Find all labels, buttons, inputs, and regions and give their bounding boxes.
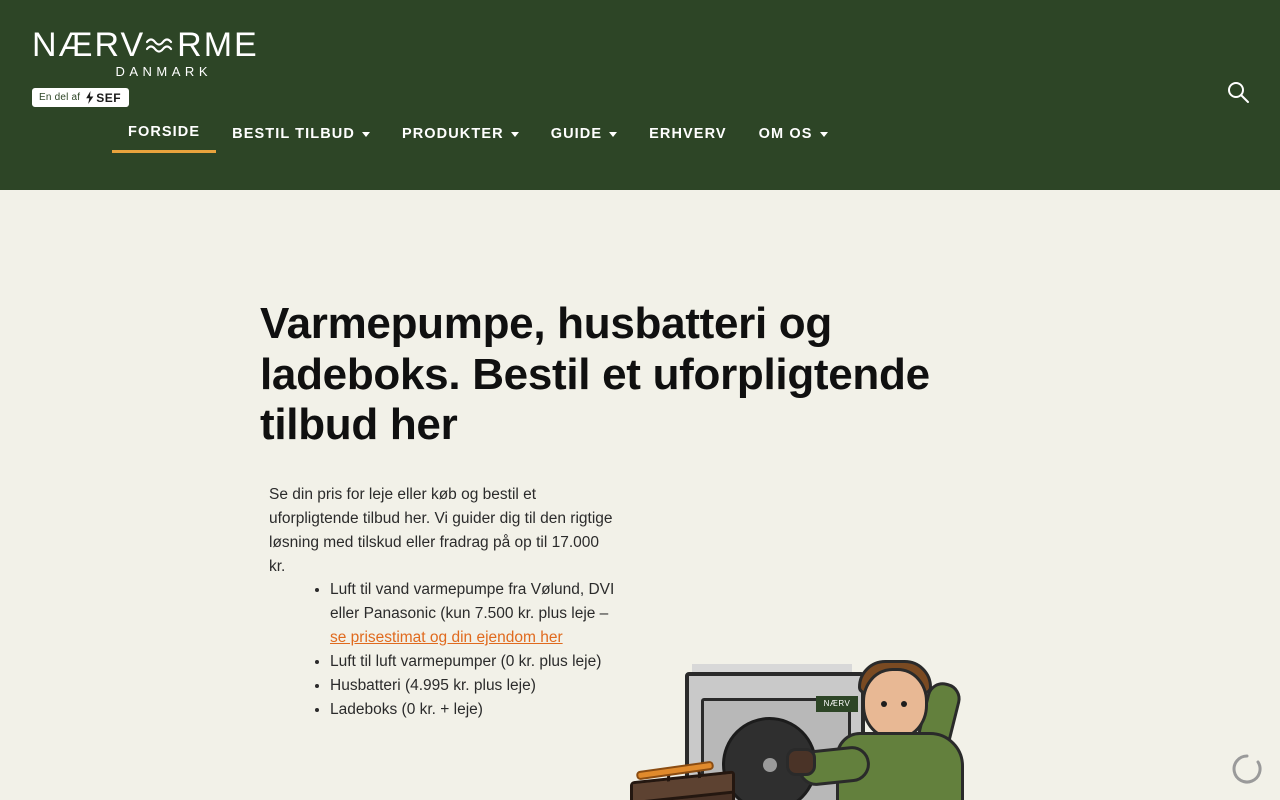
list-item-text: Ladeboks (0 kr. + leje) <box>330 701 483 718</box>
logo-wordmark <box>32 28 292 62</box>
technician-eye-right <box>901 701 907 707</box>
product-list <box>300 578 620 722</box>
nav-item-label: OM OS <box>758 125 813 142</box>
list-item-text: Luft til vand varmepumpe fra Vølund, DVI eller Panasonic (kun 7.500 kr. plus leje – <box>330 581 615 622</box>
chevron-down-icon <box>362 132 370 137</box>
list-item <box>330 578 620 650</box>
nav-item-label: ERHVERV <box>649 125 727 142</box>
nav-item-produkter[interactable] <box>386 120 535 152</box>
technician-eye-left <box>881 701 887 707</box>
sef-badge <box>32 88 129 107</box>
main-navigation <box>112 118 844 153</box>
list-item-text: Luft til luft varmepumper (0 kr. plus leje) <box>330 653 602 670</box>
sef-brand <box>85 91 121 105</box>
list-item-text: Husbatteri (4.995 kr. plus leje) <box>330 677 536 694</box>
search-icon[interactable] <box>1226 80 1250 104</box>
page-title: Varmepumpe, husbatteri og ladeboks. Bestil et uforpligtende tilbud her <box>260 299 930 449</box>
sef-brand-text: SEF <box>96 90 122 105</box>
logo-text-first: NÆRV <box>32 26 146 64</box>
logo-subtitle: DANMARK <box>115 64 212 79</box>
nav-item-erhverv[interactable] <box>633 120 743 152</box>
technician-hand <box>786 748 816 776</box>
bolt-icon <box>85 91 94 104</box>
technician-with-heat-pump-illustration <box>630 660 1010 800</box>
nav-item-guide[interactable] <box>535 120 633 152</box>
chevron-down-icon <box>820 132 828 137</box>
chevron-down-icon <box>511 132 519 137</box>
site-logo[interactable] <box>32 28 292 107</box>
page-main <box>0 190 1280 800</box>
nav-item-label: FORSIDE <box>128 124 201 140</box>
list-item <box>330 698 620 722</box>
technician-head <box>862 668 928 740</box>
list-item <box>330 650 620 674</box>
nav-item-label: PRODUKTER <box>401 125 504 142</box>
heat-pump-brand-label: NÆRV <box>816 696 858 712</box>
price-estimate-link[interactable]: se prisestimat og din ejendom her <box>330 629 563 646</box>
wave-icon <box>146 28 176 62</box>
site-header <box>0 0 1280 190</box>
chevron-down-icon <box>609 132 617 137</box>
list-item <box>330 674 620 698</box>
nav-item-label: GUIDE <box>550 125 603 142</box>
nav-item-om-os[interactable] <box>743 120 844 152</box>
nav-item-forside[interactable] <box>112 118 216 153</box>
intro-paragraph: Se din pris for leje eller køb og bestil et uforpligtende tilbud her. Vi guider dig til den rigtige løsning med tilskud eller fradrag på op til 17.000 kr. <box>269 485 613 575</box>
loading-spinner-icon <box>1230 752 1264 786</box>
nav-item-label: BESTIL TILBUD <box>232 125 355 142</box>
logo-text-second: RME <box>177 26 259 64</box>
sef-badge-prefix: En del af <box>39 92 81 103</box>
fan-hub <box>763 758 777 772</box>
nav-item-bestil-tilbud[interactable] <box>216 120 386 152</box>
